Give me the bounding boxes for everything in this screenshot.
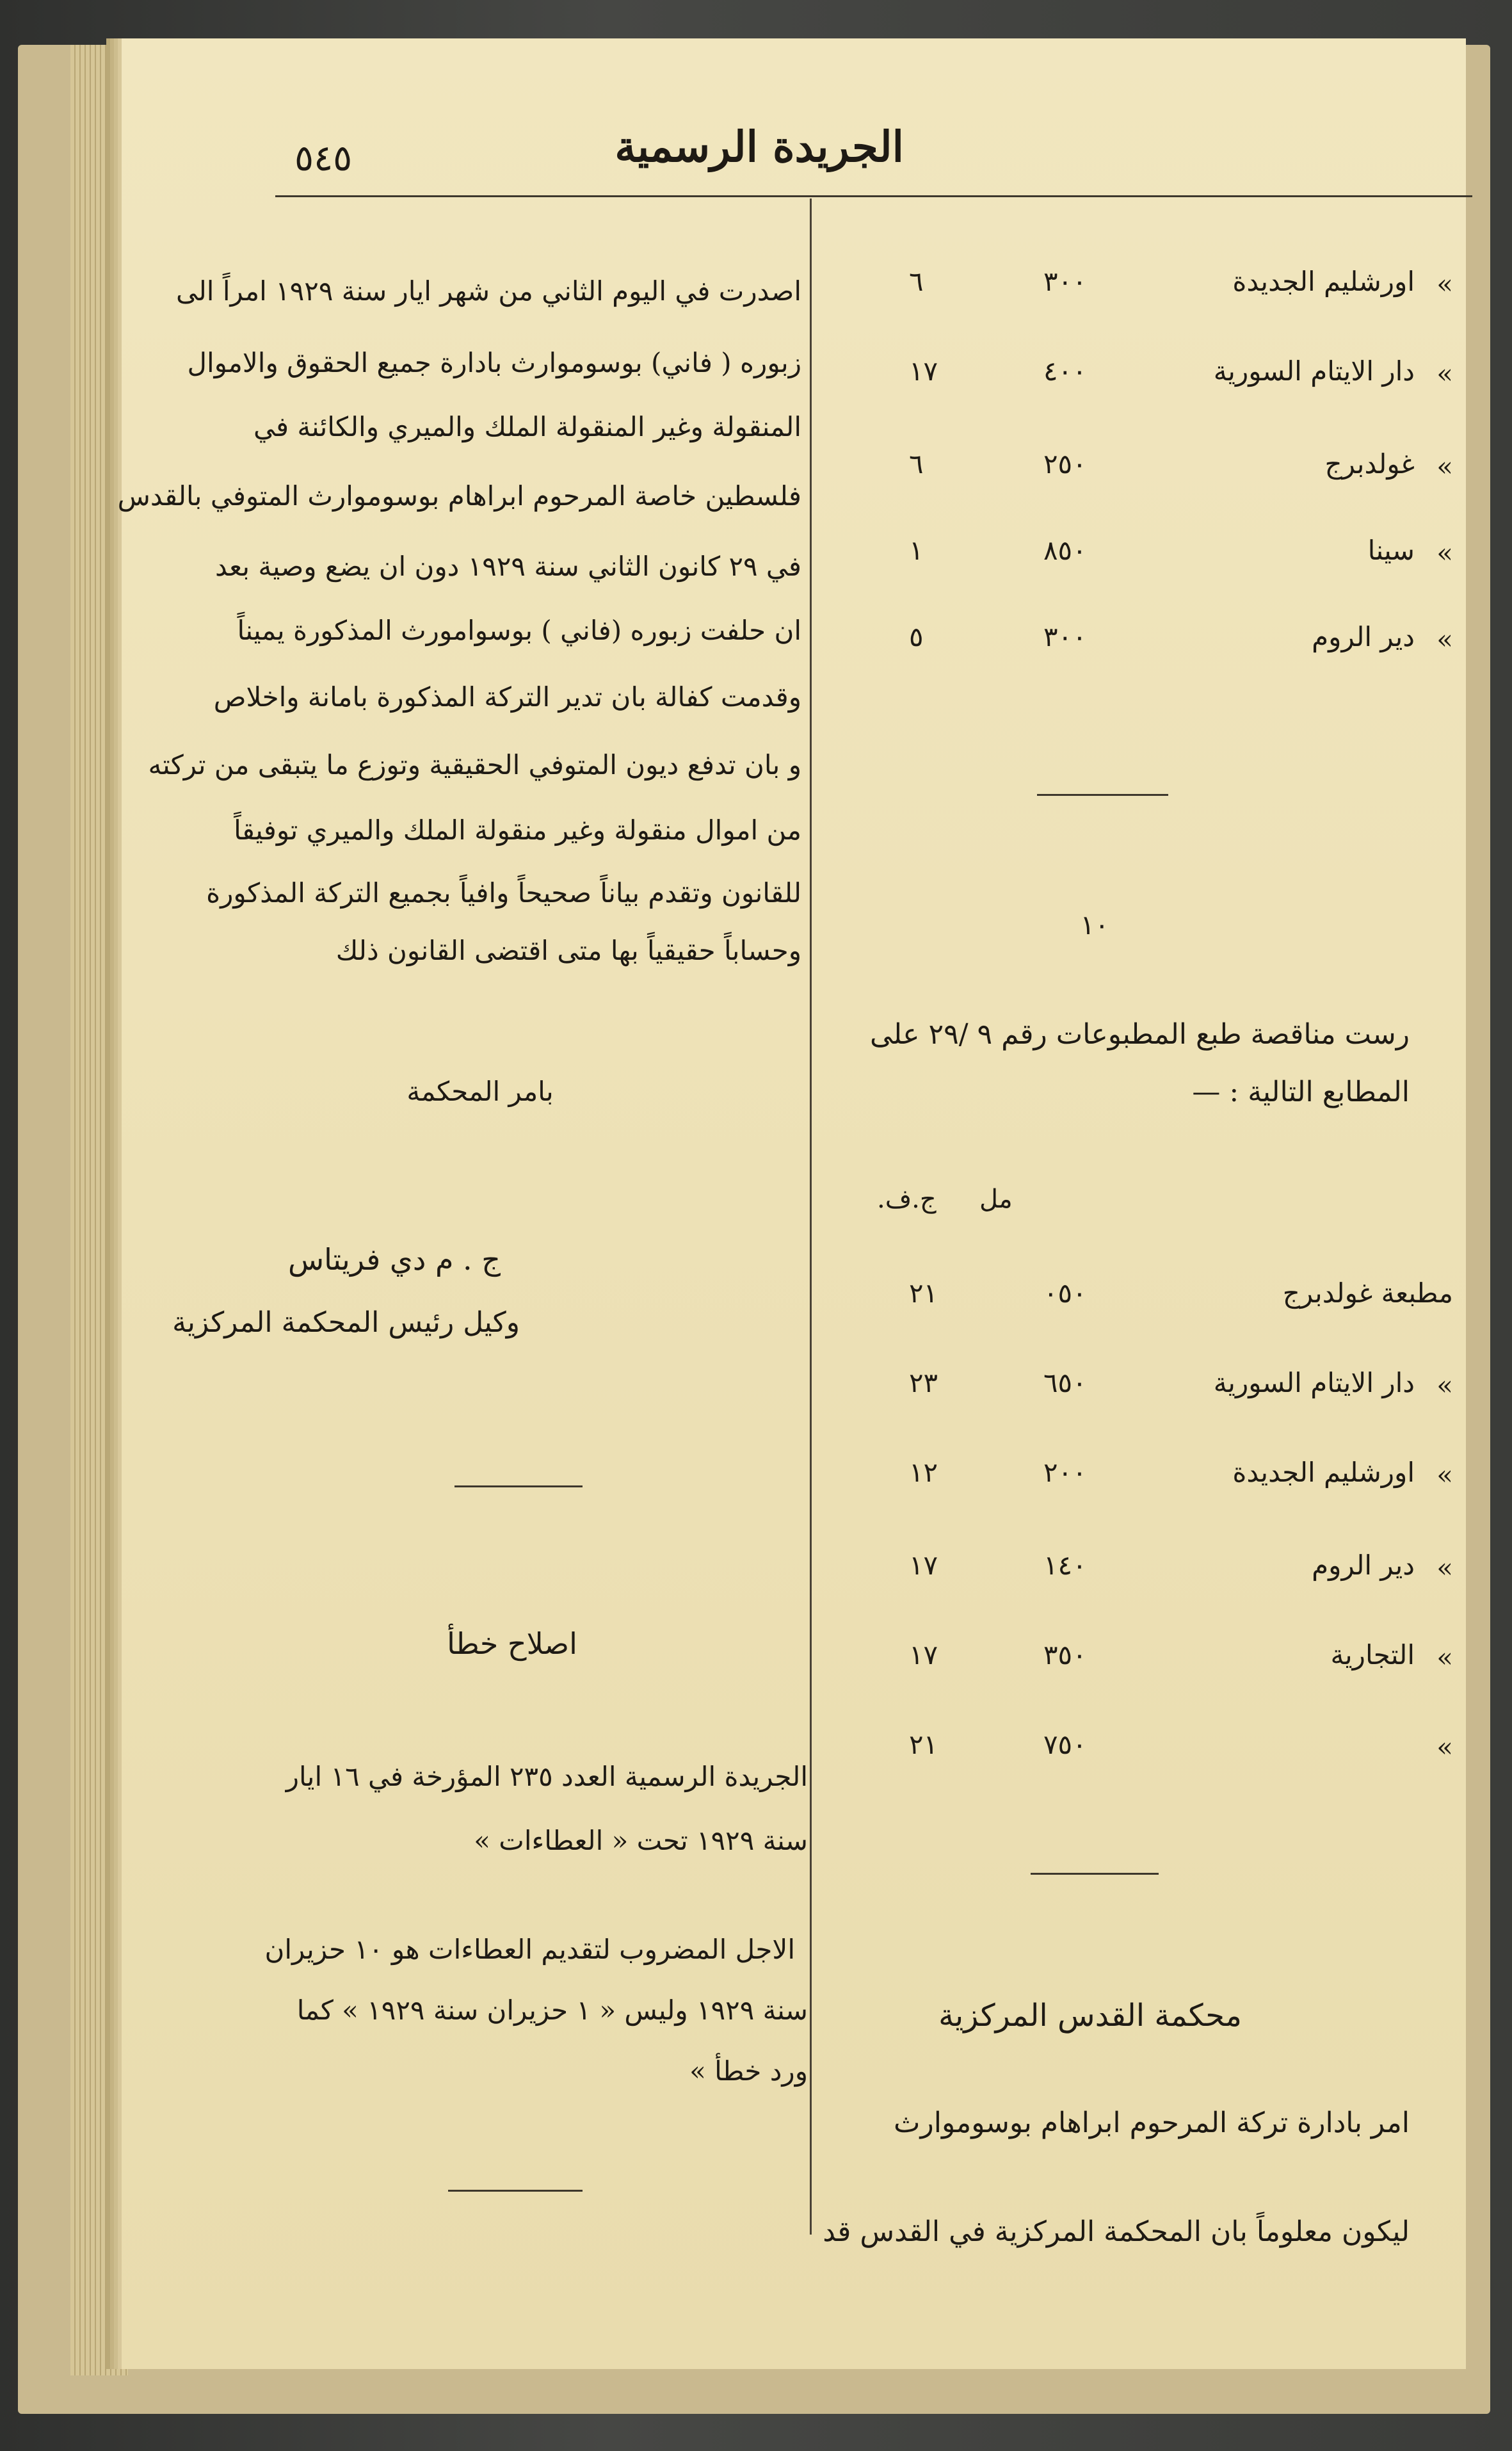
pounds-value: ٢١ bbox=[909, 1729, 938, 1760]
pounds-value: ٢١ bbox=[909, 1277, 938, 1309]
separator-rule bbox=[1037, 794, 1168, 796]
court-line: امر بادارة تركة المرحوم ابراهام بوسوموارث bbox=[894, 2107, 1410, 2139]
table-row bbox=[877, 1457, 1453, 1501]
ditto-mark: » bbox=[1436, 451, 1453, 482]
notice-line: ان حلفت زبوره (فاني ) بوسوامورث المذكورة يميناً bbox=[237, 615, 801, 646]
pounds-value: ١٧ bbox=[909, 1549, 938, 1581]
notice-line: للقانون وتقدم بياناً صحيحاً وافياً بجميع التركة المذكورة bbox=[206, 877, 801, 909]
mils-value: ٨٥٠ bbox=[1043, 535, 1087, 566]
ditto-mark: » bbox=[1436, 268, 1453, 300]
tender-line: رست مناقصة طبع المطبوعات رقم ٩ /٢٩ على bbox=[869, 1018, 1410, 1051]
notice-line: زبوره ( فاني) بوسوموارث بادارة جميع الحقوق والاموال bbox=[187, 347, 801, 378]
notice-line: وحساباً حقيقياً بها متى اقتضى القانون ذلك bbox=[335, 935, 801, 966]
pounds-value: ١٧ bbox=[909, 1639, 938, 1670]
separator-rule bbox=[448, 2190, 583, 2192]
page-number: ٥٤٥ bbox=[294, 138, 353, 179]
ditto-mark: » bbox=[1436, 358, 1453, 389]
printer-name: دار الايتام السورية bbox=[1213, 355, 1415, 387]
notice-line: فلسطين خاصة المرحوم ابراهام بوسوموارث المتوفي بالقدس bbox=[117, 480, 801, 512]
ditto-mark: » bbox=[1436, 537, 1453, 569]
ditto-mark: » bbox=[1436, 1642, 1453, 1673]
separator-rule bbox=[454, 1485, 583, 1487]
correction-title: اصلاح خطأ bbox=[447, 1626, 577, 1661]
pounds-header: ج.ف. bbox=[877, 1185, 937, 1214]
pounds-value: ٦ bbox=[909, 448, 924, 480]
table-row bbox=[877, 448, 1453, 493]
ditto-mark: » bbox=[1436, 1459, 1453, 1491]
pounds-value: ١٧ bbox=[909, 355, 938, 387]
signature-title: وكيل رئيس المحكمة المركزية bbox=[172, 1306, 520, 1339]
printer-name: غولدبرج bbox=[1324, 448, 1415, 480]
court-title: محكمة القدس المركزية bbox=[938, 1998, 1242, 2034]
table-row bbox=[877, 621, 1453, 666]
ditto-mark: » bbox=[1436, 1552, 1453, 1583]
mils-value: ٦٥٠ bbox=[1043, 1367, 1087, 1398]
ditto-mark: » bbox=[1436, 1370, 1453, 1401]
correction-body-line: سنة ١٩٢٩ وليس « ١ حزيران سنة ١٩٢٩ » كما bbox=[296, 1994, 808, 2026]
notice-line: المنقولة وغير المنقولة الملك والميري والكائنة في bbox=[253, 411, 801, 442]
mils-value: ١٤٠ bbox=[1043, 1549, 1087, 1581]
mils-value: ٠٥٠ bbox=[1043, 1277, 1087, 1309]
printer-name: سينا bbox=[1367, 535, 1415, 566]
table-row bbox=[877, 266, 1453, 311]
pounds-value: ١٢ bbox=[909, 1457, 938, 1488]
table-row bbox=[877, 355, 1453, 400]
table-row bbox=[877, 1729, 1453, 1774]
correction-line: الجريدة الرسمية العدد ٢٣٥ المؤرخة في ١٦ ايار bbox=[286, 1761, 808, 1792]
court-line: ليكون معلوماً بان المحكمة المركزية في القدس قد bbox=[823, 2215, 1410, 2248]
pounds-value: ٢٣ bbox=[909, 1367, 938, 1398]
table-row bbox=[877, 1367, 1453, 1412]
table-row bbox=[877, 1549, 1453, 1594]
header-rule bbox=[275, 195, 1472, 197]
printer-name: مطبعة غولدبرج bbox=[1282, 1277, 1453, 1309]
correction-line: سنة ١٩٢٩ تحت « العطاءات » bbox=[474, 1825, 808, 1856]
printer-name: دير الروم bbox=[1312, 621, 1415, 652]
separator-rule bbox=[1031, 1873, 1159, 1875]
gazette-title: الجريدة الرسمية bbox=[615, 122, 904, 172]
signature-name: ج . م دي فريتاس bbox=[288, 1242, 501, 1277]
mils-value: ٧٥٠ bbox=[1043, 1729, 1087, 1760]
printer-name: التجارية bbox=[1330, 1639, 1415, 1670]
page-edges bbox=[70, 45, 128, 2375]
pounds-value: ١ bbox=[909, 535, 924, 566]
section-number: ١٠ bbox=[1080, 909, 1109, 941]
mils-value: ٣٠٠ bbox=[1043, 266, 1087, 297]
printer-name: دار الايتام السورية bbox=[1213, 1367, 1415, 1398]
printer-name: اورشليم الجديدة bbox=[1232, 266, 1415, 297]
ditto-mark: » bbox=[1436, 1731, 1453, 1763]
mils-header: مل bbox=[979, 1185, 1013, 1214]
correction-body-line: الاجل المضروب لتقديم العطاءات هو ١٠ حزيران bbox=[264, 1934, 795, 1965]
column-divider bbox=[810, 198, 812, 2235]
notice-line: في ٢٩ كانون الثاني سنة ١٩٢٩ دون ان يضع وصية بعد bbox=[215, 551, 801, 582]
mils-value: ٤٠٠ bbox=[1043, 355, 1087, 387]
table-row bbox=[877, 1277, 1453, 1322]
notice-line: و بان تدفع ديون المتوفي الحقيقية وتوزع ما يتبقى من تركته bbox=[148, 749, 801, 781]
by-order-label: بامر المحكمة bbox=[406, 1076, 554, 1107]
mils-value: ٣٥٠ bbox=[1043, 1639, 1087, 1670]
mils-value: ٢٥٠ bbox=[1043, 448, 1087, 480]
tender-line: المطابع التالية : — bbox=[1192, 1076, 1410, 1108]
correction-body-line: ورد خطأ » bbox=[689, 2055, 808, 2087]
printer-name: دير الروم bbox=[1312, 1549, 1415, 1581]
pounds-value: ٦ bbox=[909, 266, 924, 297]
notice-line: من اموال منقولة وغير منقولة الملك والميري توفيقاً bbox=[234, 814, 801, 846]
table-row bbox=[877, 535, 1453, 579]
ditto-mark: » bbox=[1436, 624, 1453, 655]
pounds-value: ٥ bbox=[909, 621, 924, 652]
notice-line: وقدمت كفالة بان تدير التركة المذكورة بامانة واخلاص bbox=[213, 681, 801, 713]
printer-name: اورشليم الجديدة bbox=[1232, 1457, 1415, 1488]
table-row bbox=[877, 1639, 1453, 1684]
mils-value: ٢٠٠ bbox=[1043, 1457, 1087, 1488]
mils-value: ٣٠٠ bbox=[1043, 621, 1087, 652]
notice-line: اصدرت في اليوم الثاني من شهر ايار سنة ١٩٢٩ امراً الى bbox=[176, 275, 801, 307]
